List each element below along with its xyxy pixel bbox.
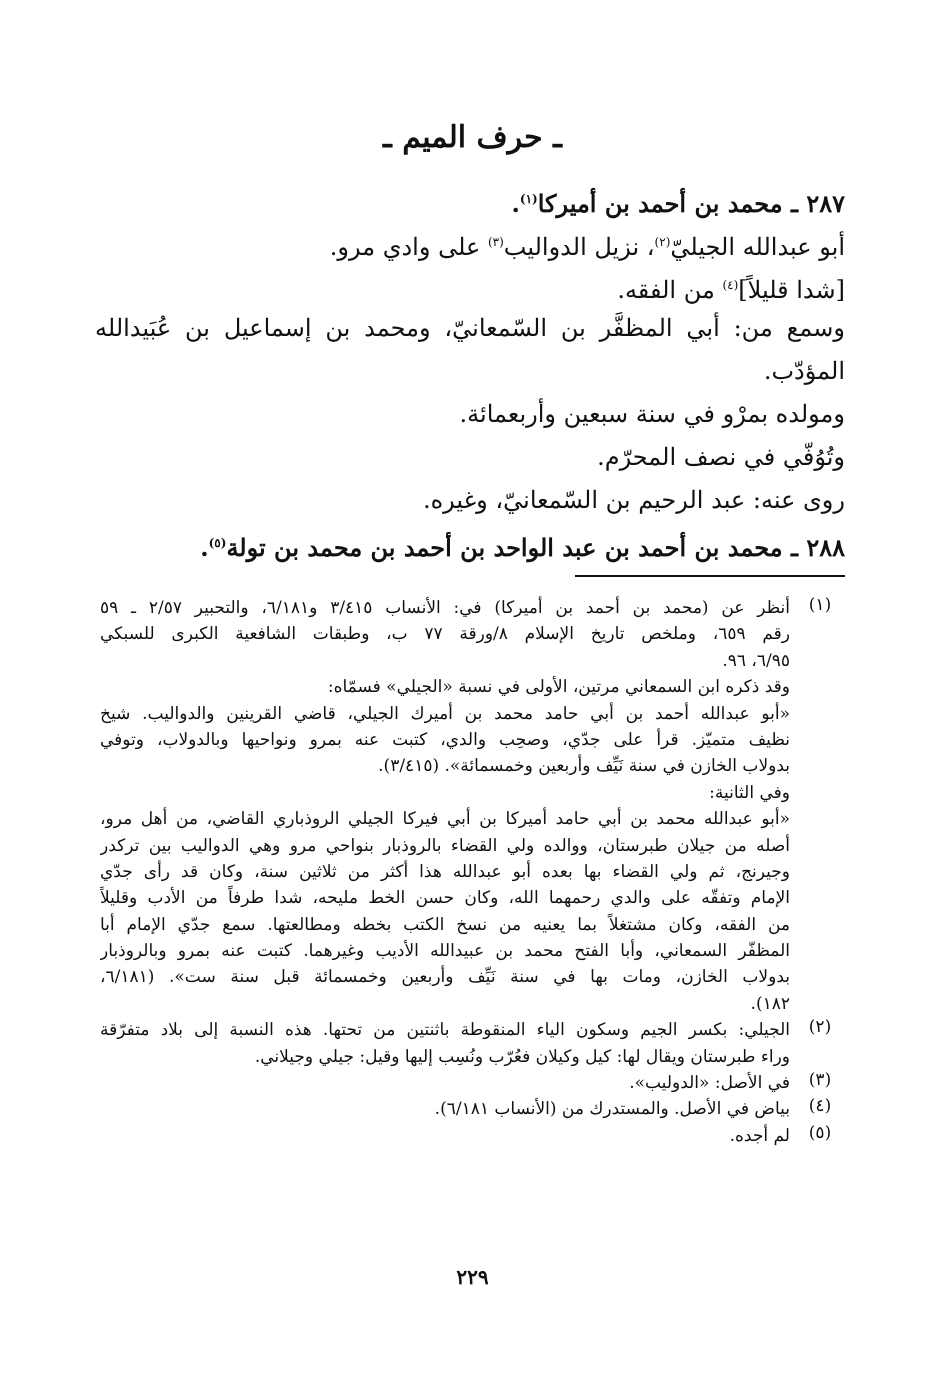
footnote-line: المظفّر السمعاني، وأبا الفتح محمد بن عبيدالله الأديب وغيرهما. كتبت عنه بمرو وبالروذبار	[100, 941, 790, 962]
footnote-number: (٣)	[808, 1070, 832, 1091]
text-segment: [شدا قليلاً]	[738, 276, 845, 304]
footnote-line: «أبو عبدالله محمد بن أبي حامد أميركا بن أبي فيركا الجيلي الروذباري القاضي، من أهل مرو،	[100, 809, 790, 830]
entry-287-line-2	[95, 264, 845, 307]
footnote-line: الجيلي: بكسر الجيم وسكون الياء المنقوطة باثنتين من تحتها. هذه النسبة إلى بلاد متفرّقة	[100, 1020, 790, 1041]
entry-287-line-4: المؤدّب.	[763, 357, 845, 385]
footnote-line: لم أجده.	[729, 1125, 790, 1146]
entry-287-heading: ٢٨٧ ـ محمد بن أحمد بن أميركا$^{(١)}$.	[511, 189, 845, 218]
footnote-number: (٤)	[808, 1096, 832, 1117]
footnote-line: في الأصل: «الدوليب».	[629, 1073, 790, 1094]
footnote-2	[100, 1017, 845, 1070]
footnote-line: بدولاب الخازن في سنة نَيِّف وأربعين وخمسمائة». (٣/٤١٥).	[378, 756, 790, 777]
footnote-line: نظيف متميّز. قرأ على جدّي، وصحِب والدي، كتبت عنه بمرو ونواحيها وبالدولاب، وتوفي	[100, 729, 790, 750]
footnote-line: وراء طبرستان ويقال لها: كيل وكيلان فعُرّب ونُسِب إليها وقيل: جيلي وجيلاني.	[254, 1046, 790, 1067]
entry-287-line-5: ومولده بمرْو في سنة سبعين وأربعمائة.	[459, 400, 845, 428]
footnote-line: الإمام وتفقّه على والدي رحمهما الله، وكان حسن الخط مليحه، شدا طرفاً من الأدب وقليلاً	[100, 888, 790, 909]
text-segment: أبو عبدالله الجيليّ	[670, 233, 845, 261]
footnote-line: أنظر عن (محمد بن أحمد بن أميركا) في: الأنساب ٣/٤١٥ و٦/١٨١، والتحبير ٢/٥٧ ـ ٥٩	[100, 598, 790, 618]
footnotes-section	[100, 595, 845, 1149]
entry-287-line-3: وسمع من: أبي المظفَّر بن السّمعانيّ، ومحمد بن إسماعيل بن عُبَيدالله	[95, 314, 845, 342]
footnote-ref: (١)	[519, 192, 538, 206]
text-segment: من الفقه.	[617, 276, 723, 304]
footnote-number: (٥)	[808, 1122, 832, 1143]
footnote-5	[100, 1123, 845, 1149]
entry-heading-text: ٢٨٧ ـ محمد بن أحمد بن أميركا	[537, 189, 845, 218]
footnote-line: ١٨٢).	[750, 993, 790, 1014]
footnote-separator	[575, 575, 845, 577]
page-number: ٢٢٩	[456, 1265, 489, 1289]
footnote-line: بياض في الأصل. والمستدرك من (الأنساب ٦/١٨١).	[434, 1099, 790, 1120]
footnote-1-continuation	[100, 674, 845, 1017]
footnote-line: من الفقه، وكان مشتغلاً بما يعنيه من نسخ الكتب بخطه ومطالعتها. سمع جدّي الإمام أبا	[100, 914, 790, 935]
entry-287-line-7: روى عنه: عبد الرحيم بن السّمعانيّ، وغيره.	[422, 486, 845, 514]
main-text	[95, 178, 845, 565]
footnote-number: (٢)	[808, 1017, 832, 1038]
footnote-ref: (٣)	[487, 235, 504, 249]
footnote-3	[100, 1070, 845, 1096]
footnote-line: بدولاب الخازن، ومات بها في سنة نَيِّف وأربعين وخمسمائة قبل سنة ست». (٦/١٨١،	[100, 967, 790, 988]
footnote-4	[100, 1096, 845, 1122]
footnote-line: وجيرنج، ثم ولي القضاء بها بعده أبو عبدالله هذا أكثر من ثلاثين سنة، وكان قد رأى جدّي	[100, 861, 790, 882]
text-segment: .	[200, 533, 209, 562]
entry-287-line-1	[95, 221, 845, 264]
footnote-line: رقم ٦٥٩، وملخص تاريخ الإسلام ٨/ورقة ٧٧ ب، وطبقات الشافعية الكبرى للسبكي	[100, 624, 790, 645]
footnote-line: أصله من جيلان طبرستان، ووالده ولي القضاء بالروذبار بنواحي مرو وهي الدواليب بين تركدر	[100, 835, 790, 856]
footnote-line: وفي الثانية:	[709, 782, 790, 803]
footnote-ref: (٤)	[722, 278, 739, 292]
footnote-line: ٦/٩٥، ٩٦.	[722, 650, 790, 671]
footnote-ref: (٥)	[208, 536, 227, 550]
footnote-ref: (٢)	[654, 235, 671, 249]
footnote-number: (١)	[808, 595, 832, 615]
entry-287-line-6: وتُوُفّي في نصف المحرّم.	[597, 443, 845, 471]
footnote-line: «أبو عبدالله أحمد بن أبي حامد محمد بن أميرك الجيلي، قاضي القرينين والدواليب. شيخ	[100, 703, 790, 724]
text-segment: ، نزيل الدواليب	[503, 233, 655, 261]
chapter-title: ـ حرف الميم ـ	[383, 120, 562, 155]
text-segment: على وادي مرو.	[329, 233, 488, 261]
entry-288-heading	[95, 522, 845, 565]
footnote-line: وقد ذكره ابن السمعاني مرتين، الأولى في نسبة «الجيلي» فسمّاه:	[327, 677, 790, 698]
entry-heading-text: ٢٨٨ ـ محمد بن أحمد بن عبد الواحد بن أحمد بن محمد بن تولة	[226, 533, 845, 562]
footnote-1	[100, 595, 845, 674]
